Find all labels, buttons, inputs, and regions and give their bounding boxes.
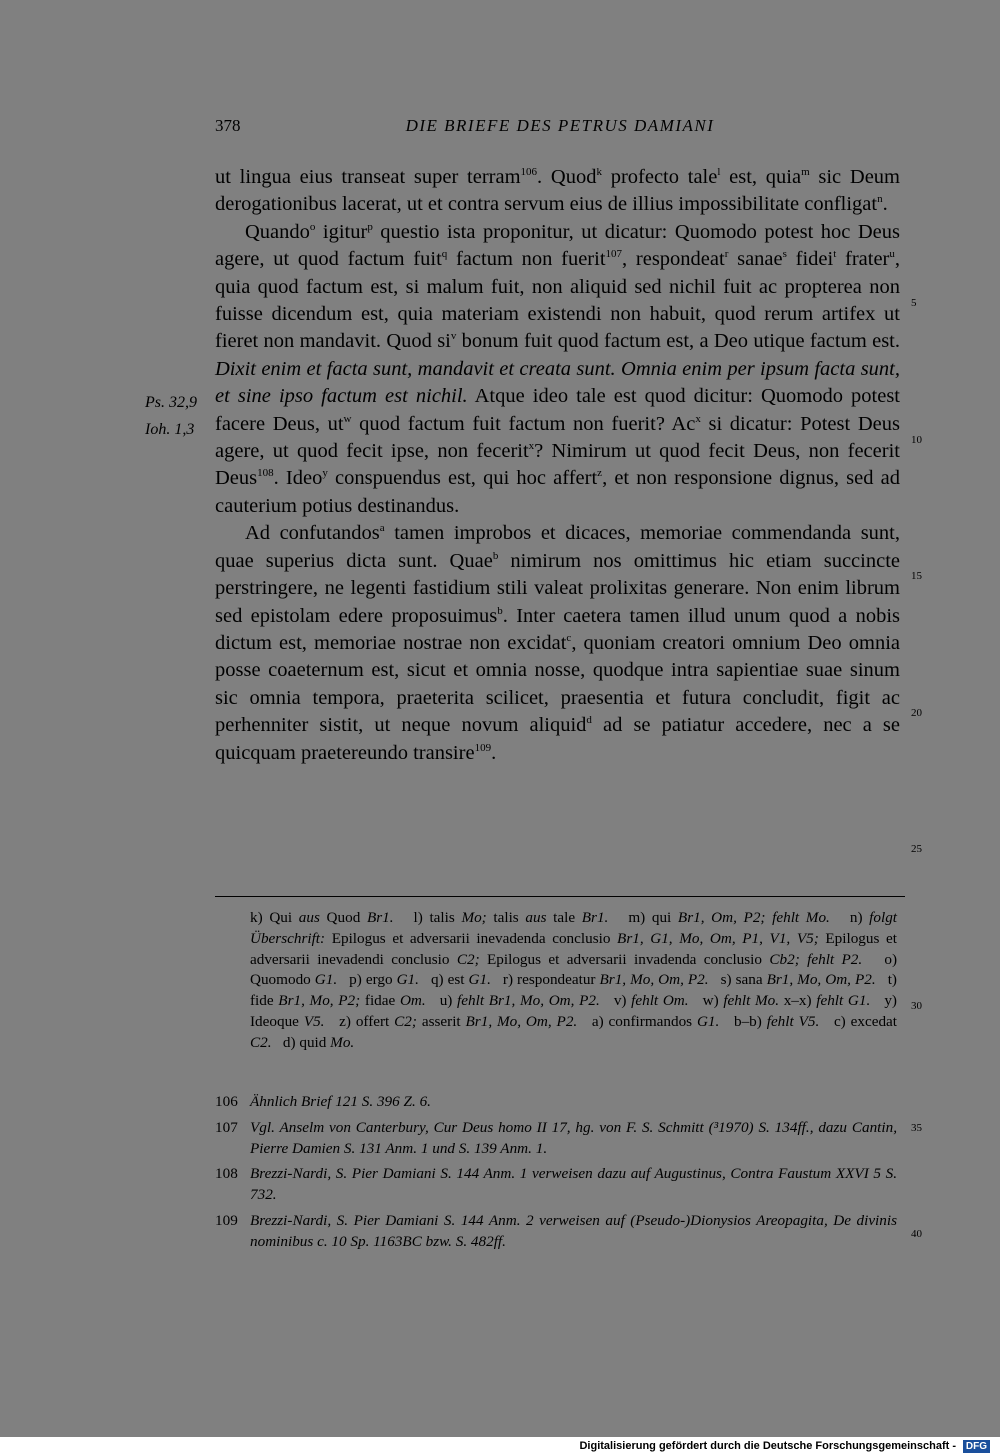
footnote-text: Brezzi-Nardi, S. Pier Damiani S. 144 Anm. 1 verweisen dazu auf Augustinus, Contra Faustum XXVI 5 S. 732. — [250, 1165, 897, 1204]
paragraph-3: Ad confutandos$^a$ tamen improbos et dicaces, memoriae commendanda sunt, quae superius dicta sunt. Quae$^b$ nimirum nos omittimus hic etiam succincte perstringere, ne legenti fastidium stili valeat prolixitas generare. Non enim librum sed epistolam edere proposuimus$^b$. Inter caetera tamen illud unum quod a nobis dictum est, memoriae nostrae non excidat$^c$, quoniam creatori omnium Deo omnia posse coaeternum est, sicut et omnia nosse, quodque intra sapientiae suae sinum sic omnia tempora, praeterita scilicet, praesentia et futura concludit, figit ac perhenniter sistit, ut neque novum aliquid$^d$ ad se patiatur accedere, nec a se quicquam praetereundo transire$^{109}$. — [215, 522, 900, 764]
line-number: 30 — [911, 1000, 922, 1012]
dfg-logo: DFG — [963, 1440, 990, 1453]
line-number: 5 — [911, 297, 917, 309]
line-number: 20 — [911, 707, 922, 719]
line-number: 10 — [911, 434, 922, 446]
footnote-107 — [215, 1118, 897, 1160]
line-number: 25 — [911, 843, 922, 855]
page-header — [215, 116, 905, 140]
footnote-divider — [215, 896, 905, 897]
funding-credit: Digitalisierung gefördert durch die Deutsche Forschungsgemeinschaft - — [579, 1440, 956, 1452]
footnote-109 — [215, 1211, 897, 1253]
footnote-number: 109 — [215, 1211, 238, 1229]
line-number: 15 — [911, 570, 922, 582]
footnote-number: 107 — [215, 1118, 238, 1136]
paragraph-2: Quando$^o$ igitur$^p$ questio ista proponitur, ut dicatur: Quomodo potest hoc Deus agere, ut quod factum fuit$^q$ factum non fuerit$^{107}$, respondeat$^r$ sanae$^s$ fidei$^t$ frater$^u$, quia quod factum est, si malum fuit, non aliquid sed nichil fuit ac propterea non fuisse dicendum est, quia materiam existendi non habuit, quod rerum artifex ut fieret non mandavit. Quod $si^v$ bonum fuit quod factum est, a Deo utique factum est. Dixit enim et facta sunt, mandavit et creata sunt. Omnia enim per ipsum facta sunt, et sine ipso factum est nichil. Atque ideo tale est quod dicitur: Quomodo potest facere Deus, $ut^w$ quod factum fuit factum non fuerit? Ac$^x$ si dicatur: Potest Deus agere, ut quod fecit ipse, non fecerit$^x$? Nimirum ut quod fecit Deus, non fecerit Deus$^{108}$. Ideo$^y$ conspuendus est, qui hoc affert$^z$, et non responsione dignus, sed ad cauterium potius destinandus. — [215, 220, 901, 517]
running-title: DIE BRIEFE DES PETRUS DAMIANI — [405, 116, 715, 135]
main-text — [215, 164, 900, 767]
line-number: 40 — [911, 1228, 922, 1240]
critical-apparatus: k) Qui aus Quod Br1. l) talis Mo; talis aus tale Br1. m) qui Br1, Om, P2; fehlt Mo. n) folgt Überschrift: Epilogus et adversarii inevadenda conclusio Br1, G1, Mo, Om, P1, V1, V5; Epilogus et adversarii inevadendi conclusio C2; Epilogus et adversarii invadenda conclusio Cb2; fehlt P2. o) Quomodo G1. p) ergo G1. q) est G1. r) respondeatur Br1, Mo, Om, P2. s) sana Br1, Mo, Om, P2. t) fide Br1, Mo, P2; fidae Om. u) fehlt Br1, Mo, Om, P2. v) fehlt Om. w) fehlt Mo. x–x) fehlt G1. y) Ideoque V5. z) offert C2; asserit Br1, Mo, Om, P2. a) confirmandos G1. b–b) fehlt V5. c) excedat C2. d) quid Mo. — [250, 909, 898, 1051]
footnote-106 — [215, 1092, 897, 1113]
footnote-text: Ähnlich Brief 121 S. 396 Z. 6. — [250, 1093, 431, 1110]
footnote-number: 106 — [215, 1093, 238, 1110]
footnotes — [215, 1092, 897, 1258]
footnote-number: 108 — [215, 1165, 238, 1183]
page-number: 378 — [215, 116, 241, 135]
footnote-text: Vgl. Anselm von Canterbury, Cur Deus homo II 17, hg. von F. S. Schmitt (³1970) S. 134ff., dazu Cantin, Pierre Damien S. 131 Anm. 1 und S. 139 Anm. 1. — [250, 1118, 897, 1157]
footnote-text: Brezzi-Nardi, S. Pier Damiani S. 144 Anm. 2 verweisen auf (Pseudo-)Dionysios Areopagita, De divinis nominibus c. 10 Sp. 1163BC bzw. S. 482ff. — [250, 1211, 897, 1250]
paragraph-1: ut lingua eius transeat super terram$^{106}$. Quod$^k$ profecto tale$^l$ est, quia$^m$ sic Deum derogationibus lacerat, ut et contra servum eius de illius impossibilitate confligat$^n$. — [215, 166, 900, 216]
margin-ref-john: Ioh. 1,3 — [145, 421, 195, 438]
digitization-footer — [0, 1437, 1000, 1455]
footnote-108 — [215, 1164, 897, 1206]
margin-ref-psalm: Ps. 32,9 — [145, 394, 197, 411]
line-number: 35 — [911, 1122, 922, 1134]
